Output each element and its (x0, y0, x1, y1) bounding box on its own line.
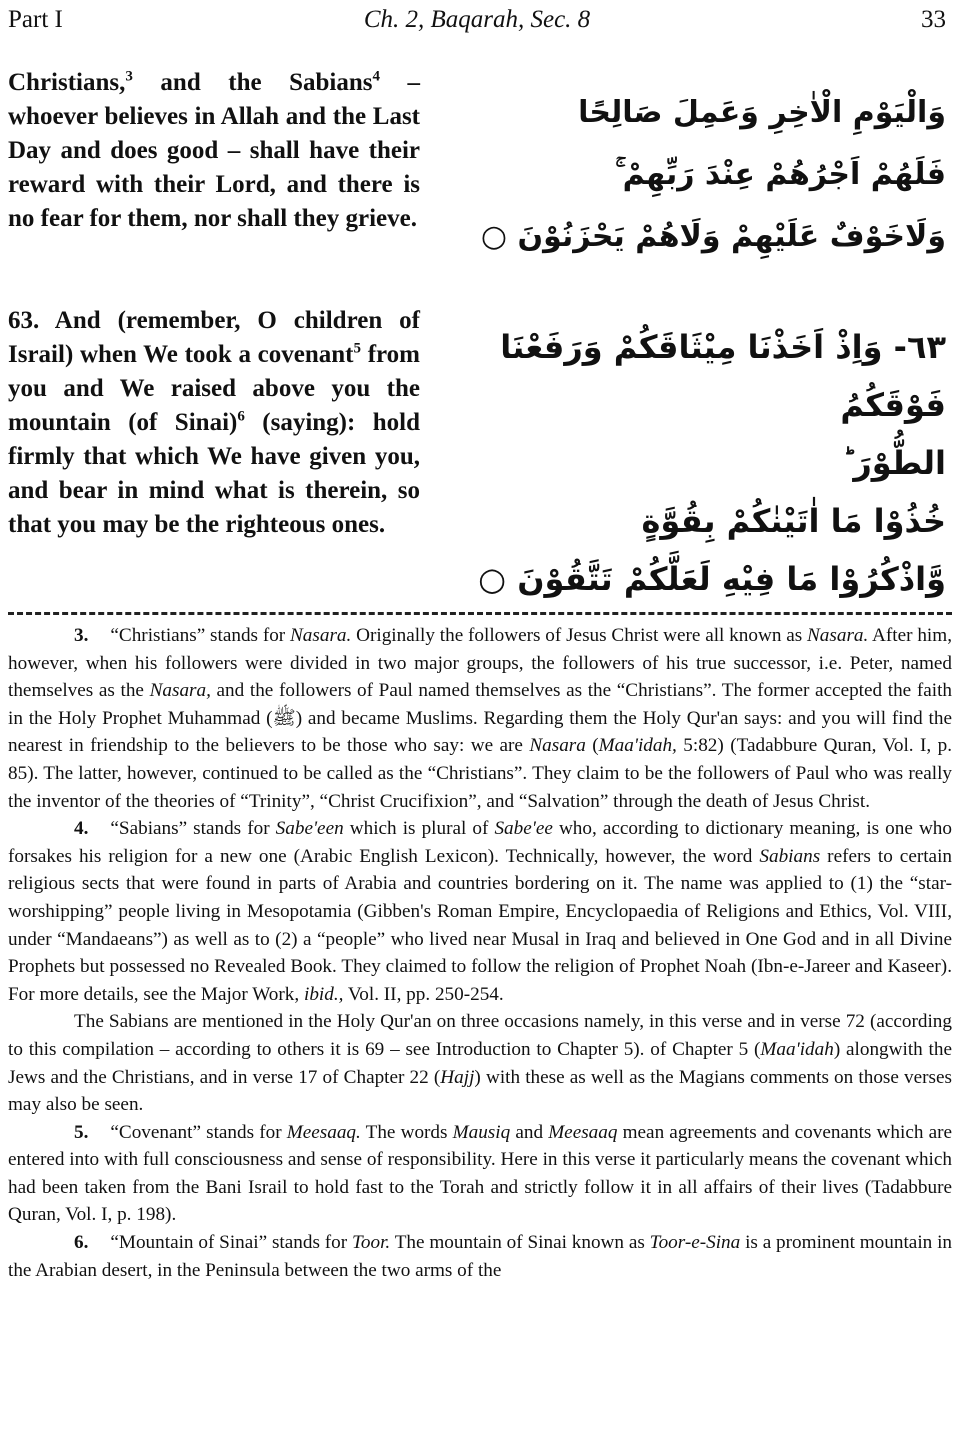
footnote-term: Hajj (440, 1066, 475, 1088)
footnote-term: Toor-e-Sina (649, 1232, 741, 1254)
footnote-text: ) alongwith the Jews and the Christians, and in verse 17 of Chapter 22 ( (8, 1038, 952, 1088)
footnote-term: Nasara (529, 735, 586, 757)
arabic-line: فَلَهُمْ اَجْرُهُمْ عِنْدَ رَبِّهِمْ ۚ (615, 157, 946, 192)
verse-text: Christians, (8, 69, 126, 96)
footnote-text: “Mountain of Sinai” stands for (110, 1232, 352, 1254)
footnote-6 (8, 1229, 952, 1284)
footnote-number: 3. (74, 625, 89, 646)
verse-text: – whoever believes in Allah and the Last Day and does good – shall have their reward with their Lord, and there is no fear for them, nor shall they grieve. (8, 69, 420, 232)
footnote-text: mean agreements and covenants which are entered into with full consciousness and sense of responsibility. Here in this verse it particularly means the covenant which had been taken from the Bani Israil to hold fast to the Torah and strictly follow it in all affairs of their lives (Tadabbure Quran, Vol. I, p. 198). (8, 1121, 952, 1226)
footnote-text: After him, however, when his followers were divided in two major groups, the followers of his true successor, i.e. Peter, named themselves as the (8, 625, 952, 702)
footnote-term: Sabians (759, 845, 821, 867)
verse-62-arabic (436, 82, 946, 268)
footnote-ref: 3 (125, 68, 133, 85)
page-header (8, 4, 946, 36)
footnote-4-continued (8, 1008, 952, 1118)
arabic-line: الطُّوْرَ ؕ (842, 444, 946, 482)
footnote-number: 5. (74, 1121, 89, 1143)
chapter-title: Ch. 2, Baqarah, Sec. 8 (363, 6, 591, 33)
footnote-term: Meesaaq. (286, 1121, 361, 1143)
footnote-text: refers to certain religious sects that were found in parts of Arabia and countries bordering on it. The name was applied to (1) the “star-worshipping” people living in Mesopotamia (Gibben's Roman Empire, Encyclopaedia of Religions and Ethics, Vol. VIII, under “Mandaeans”) as well as to (2) a “people” who lived near Musal in Iraq and believed in One God and in all Divine Prophets but possessed no Revealed Book. They claimed to follow the religion of Prophet Noah (Ibn-e-Jareer and Kaseer). For more details, see the Major Work, (8, 845, 952, 1005)
verse-text: from you and We raised above you the mountain (of Sinai) (8, 341, 420, 436)
footnote-text: “Covenant” stands for (110, 1121, 287, 1143)
verse-62-translation (8, 66, 420, 236)
footnote-term: Sabe'een (275, 818, 344, 840)
footnote-term: Toor. (351, 1232, 391, 1254)
footnote-term: Nasara. (807, 625, 869, 646)
footnote-4 (8, 815, 952, 1008)
footnote-term: Nasara. (290, 625, 352, 646)
footnote-term: Maa'idah, (598, 735, 677, 757)
footnote-text: ) with these as well as the Magians comments on those verses may also be seen. (8, 1066, 952, 1116)
footnote-term: Meesaaq (548, 1121, 618, 1143)
footnote-text: who, according to dictionary meaning, is one who forsakes his religion for a new one (Arabic English Lexicon). Technically, however, the word (8, 818, 952, 867)
verse-text: and the Sabians (132, 69, 373, 96)
footnote-term: Nasara, (149, 680, 211, 702)
footnote-5 (8, 1119, 952, 1229)
footnote-number: 4. (74, 818, 89, 840)
footnote-text: ( (585, 735, 599, 757)
footnote-text: 5:82) (Tadabbure Quran, Vol. I, p. 85). The latter, however, continued to be called as the “Christians”. They claim to be the followers of Paul who was really the inventor of the theories of “Trinity”, “Christ Crucifixion”, and “Salvation” through the death of Jesus Christ. (8, 735, 953, 812)
footnote-number: 6. (74, 1232, 89, 1254)
part-label: Part I (8, 6, 63, 33)
footnote-divider (8, 612, 952, 615)
footnote-3 (8, 622, 952, 815)
footnote-ref: 6 (237, 408, 245, 425)
footnote-text: is a prominent mountain in the Arabian desert, in the Peninsula between the two arms of the (8, 1232, 952, 1281)
page-number: 33 (921, 6, 946, 33)
footnote-term: ibid., (303, 983, 344, 1005)
footnote-term: Maa'idah (760, 1038, 834, 1060)
arabic-line: وَّاذْكُرُوْا مَا فِيْهِ لَعَلَّكُمْ تَتَّقُوْنَ ○ (478, 560, 946, 598)
verse-text: And (remember, O children of Israil) when We took a covenant (8, 307, 420, 368)
arabic-line: وَالْيَوْمِ الْاٰخِرِ وَعَمِلَ صَالِحًا (578, 95, 946, 130)
footnote-text: Originally the followers of Jesus Christ were all known as (351, 625, 807, 646)
footnote-text: The words (360, 1121, 453, 1143)
footnote-ref: 4 (372, 68, 380, 85)
footnote-text: which is plural of (343, 818, 495, 840)
footnote-ref: 5 (353, 340, 361, 357)
arabic-line: ٦٣- وَاِذْ اَخَذْنَا مِيْثَاقَكُمْ وَرَفَعْنَا فَوْقَكُمُ (500, 328, 946, 424)
footnote-text: and (510, 1121, 549, 1143)
footnote-text: The mountain of Sinai known as (390, 1232, 650, 1254)
footnote-text: and the followers of Paul named themselves as the “Christians”. The former accepted the faith in the Holy Prophet Muhammad (ﷺ) and became Muslims. Regarding them the Holy Qur'an says: and you will find the nearest in friendship to the believers to be those who say: we are (8, 680, 952, 757)
footnote-text: The Sabians are mentioned in the Holy Qur'an on three occasions namely, in this verse and in verse 72 (according to this compilation – according to others it is 69 – see Introduction to Chapter 5). of Chapter 5 ( (8, 1011, 952, 1060)
verse-63-translation (8, 304, 420, 542)
verse-63-arabic (426, 318, 946, 608)
footnote-text: “Sabians” stands for (110, 818, 276, 840)
verse-number: 63. (8, 307, 40, 334)
footnote-term: Sabe'ee (494, 818, 553, 840)
footnotes (8, 622, 952, 1284)
arabic-line: خُذُوْا مَا اٰتَيْنٰكُمْ بِقُوَّةٍ (641, 502, 946, 540)
footnote-text: “Christians” stands for (110, 625, 290, 646)
arabic-line: وَلَاخَوْفٌ عَلَيْهِمْ وَلَاهُمْ يَحْزَنُوْنَ ○ (480, 219, 946, 254)
footnote-term: Mausiq (452, 1121, 511, 1143)
footnote-text: Vol. II, pp. 250-254. (343, 983, 504, 1005)
verse-text: (saying): hold firmly that which We have given you, and bear in mind what is therein, so that you may be the righteous ones. (8, 409, 421, 538)
